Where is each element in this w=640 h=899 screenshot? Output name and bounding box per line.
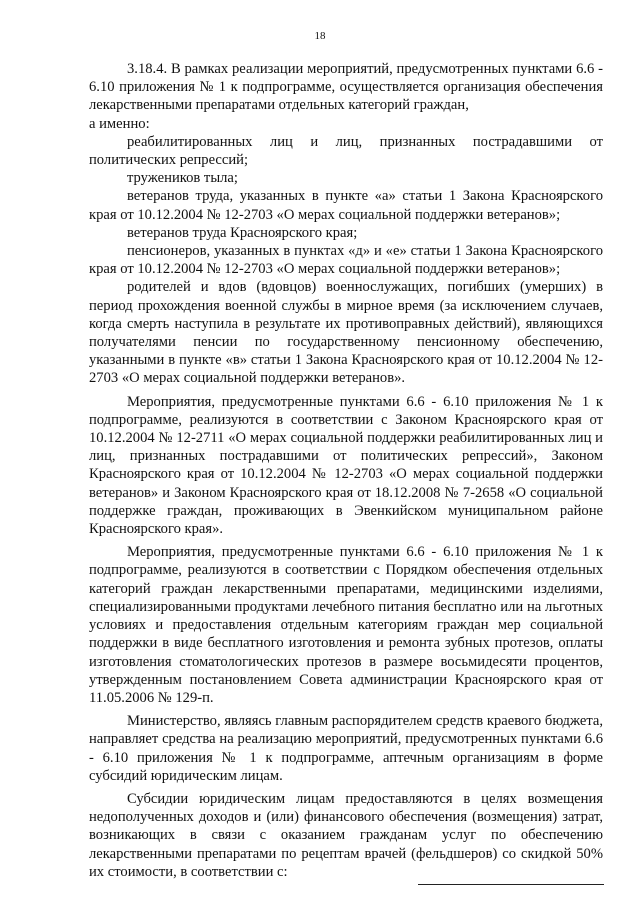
list-item-parents-widows: родителей и вдов (вдовцов) военнослужащих, погибших (умерших) в период прохождения военной службы в мирное время (за исключением случаев, когда смерть наступила в результате их противоправных действий), являющихся получателями пенсии по государственному пенсионному обеспечению, указанными в пункте «в» статьи 1 Закона Красноярского края от 10.12.2004 № 12-2703 «О мерах социальной поддержки ветеранов».: [89, 279, 603, 387]
list-item-pensioners: пенсионеров, указанных в пунктах «д» и «е» статьи 1 Закона Красноярского края от 10.12.2004 № 12-2703 «О мерах социальной поддержки ветеранов»;: [89, 243, 603, 278]
list-item-labor-veterans: ветеранов труда, указанных в пункте «а» статьи 1 Закона Красноярского края от 10.12.2004 № 12-2703 «О мерах социальной поддержки ветеранов»;: [89, 188, 603, 223]
page-number: 18: [314, 30, 326, 42]
paragraph-3-18-4-intro: 3.18.4. В рамках реализации мероприятий, предусмотренных пунктами 6.6 - 6.10 приложения № 1 к подпрограмме, осуществляется организация обеспечения лекарственными препаратами отдельных категорий граждан,: [89, 61, 603, 114]
footer-divider: [418, 884, 604, 885]
list-item-rehabilitated: реабилитированных лиц и лиц, признанных пострадавшими от политических репрессий;: [89, 133, 603, 169]
paragraph-subsidies: Субсидии юридическим лицам предоставляются в целях возмещения недополученных доходов и (или) финансового обеспечения (возмещения) затрат, возникающих в связи с оказанием гражданам услуг по обеспечению лекарственными препаратами по рецептам врачей (фельдшеров) со скидкой 50% их стоимости, в соответствии с:: [89, 790, 603, 880]
paragraph-measures-laws: Мероприятия, предусмотренные пунктами 6.6 - 6.10 приложения № 1 к подпрограмме, реализуются в соответствии с Законом Красноярского края от 10.12.2004 № 12-2711 «О мерах социальной поддержки реабилитированных лиц и лиц, признанных пострадавшими от политических репрессий», Законом Красноярского края от 10.12.2004 № 12-2703 «О мерах социальной поддержки ветеранов» и Законом Красноярского края от 18.12.2008 № 7-2658 «О социальной поддержке граждан, проживающих в Эвенкийском муниципальном районе Красноярского края».: [89, 393, 603, 538]
document-body: [89, 60, 603, 881]
paragraph-ministry: Министерство, являясь главным распорядителем средств краевого бюджета, направляет средства на реализацию мероприятий, предусмотренных пунктами 6.6 - 6.10 приложения № 1 к подпрограмме, аптечным организациям в форме субсидий юридическим лицам.: [89, 713, 603, 784]
list-item-labor-veterans-krasnoyarsk: ветеранов труда Красноярского края;: [127, 224, 358, 241]
paragraph-measures-procedure: Мероприятия, предусмотренные пунктами 6.6 - 6.10 приложения № 1 к подпрограмме, реализуются в соответствии с Порядком обеспечения отдельных категорий граждан лекарственными препаратами, медицинскими изделиями, специализированными продуктами лечебного питания бесплатно или на льготных условиях и предоставления отдельным категориям граждан мер социальной поддержки в виде бесплатного изготовления и ремонта зубных протезов, оплаты изготовления стоматологических протезов в размере восьмидесяти процентов, утвержденным постановлением Совета администрации Красноярского края от 11.05.2006 № 129-п.: [89, 544, 603, 706]
list-item-home-front-workers: тружеников тыла;: [127, 170, 238, 187]
paragraph-namely: а именно:: [89, 115, 150, 132]
